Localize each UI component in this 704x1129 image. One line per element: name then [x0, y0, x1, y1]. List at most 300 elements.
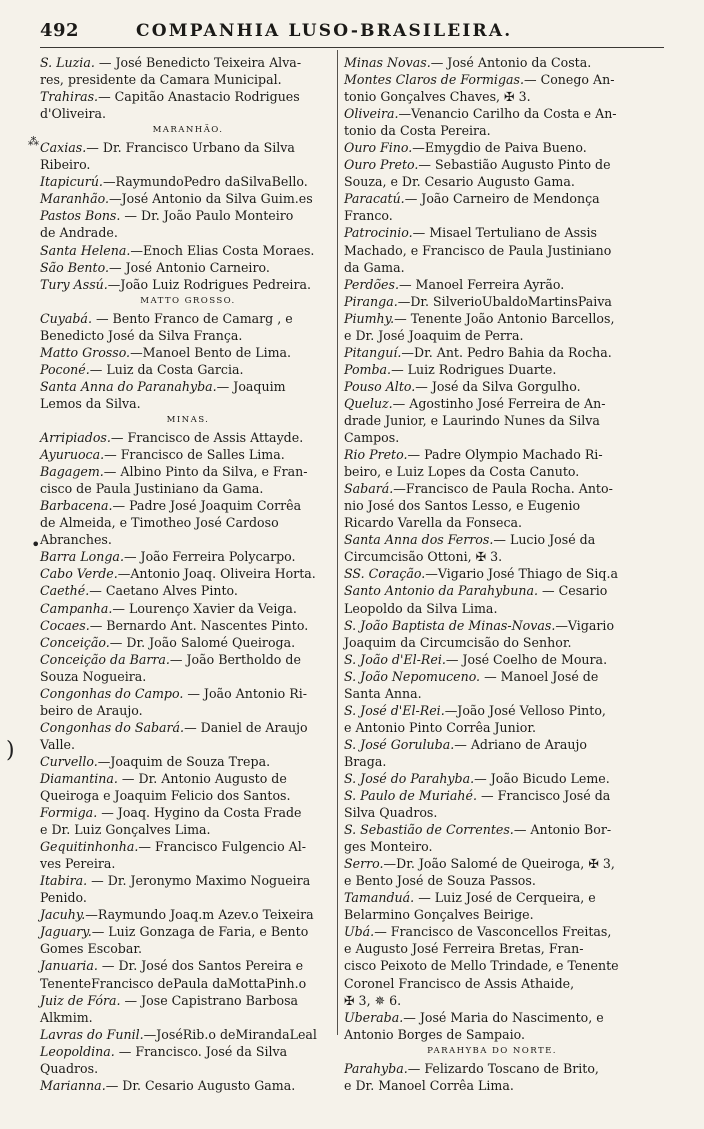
place-name: Pitanguí. — [344, 344, 402, 360]
directory-entry — [40, 139, 336, 173]
place-name: Parahyba. — [344, 1060, 408, 1076]
entry-line — [40, 480, 336, 497]
directory-entry — [40, 923, 336, 957]
entry-text: — Tenente João Antonio Barcellos, — [394, 310, 615, 326]
entry-text: nio José dos Santos Lesso, e Eugenio — [344, 498, 581, 514]
place-name: S. José Goruluba. — [344, 736, 455, 752]
place-name: Cuyabá. — [40, 310, 92, 326]
place-name: Itapicurú. — [40, 174, 103, 190]
place-name: Jacuhy. — [40, 907, 86, 923]
place-name: Lavras do Funil. — [40, 1026, 144, 1042]
entry-text: —João Luiz Rodrigues Pedreira. — [107, 276, 311, 292]
entry-line — [40, 463, 336, 480]
entry-text: —Manoel Bento de Lima. — [130, 344, 292, 360]
entry-line — [344, 992, 640, 1009]
entry-text: Abranches. — [40, 532, 112, 548]
entry-line — [344, 548, 640, 565]
directory-entry — [344, 156, 640, 190]
entry-text: drade Junior, e Laurindo Nunes da Silva — [344, 412, 600, 428]
entry-line — [344, 207, 640, 224]
entry-text: Silva Quadros. — [344, 805, 438, 821]
place-name: Jaguary. — [40, 924, 92, 940]
entry-text: e Augusto José Ferreira Bretas, Fran- — [344, 941, 584, 957]
directory-entry — [40, 378, 336, 412]
directory-entry — [40, 992, 336, 1026]
entry-text: — Francisco de Vasconcellos Freitas, — [374, 924, 612, 940]
directory-entry — [344, 54, 640, 71]
entry-text: Penido. — [40, 890, 87, 906]
directory-entry — [344, 224, 640, 275]
entry-text: ves Pereira. — [40, 856, 116, 872]
entry-text: Leopoldo da Silva Lima. — [344, 600, 498, 616]
directory-entry — [40, 344, 336, 361]
entry-line — [40, 957, 336, 974]
directory-entry — [40, 582, 336, 599]
directory-entry — [40, 310, 336, 344]
entry-text: Ribeiro. — [40, 157, 91, 173]
directory-entry — [344, 582, 640, 616]
page-header — [40, 20, 664, 46]
entry-line — [40, 548, 336, 565]
directory-entry — [344, 565, 640, 582]
entry-text: — Francisco José da — [476, 788, 611, 804]
directory-entry — [40, 634, 336, 651]
place-name: Uberaba. — [344, 1009, 404, 1025]
entry-line — [40, 190, 336, 207]
place-name: S. João d'El-Rei. — [344, 651, 446, 667]
entry-line — [344, 344, 640, 361]
entry-line — [344, 975, 640, 992]
entry-text: e Dr. José Joaquim de Perra. — [344, 327, 524, 343]
entry-line — [344, 582, 640, 599]
entry-text: — José Antonio Carneiro. — [108, 259, 270, 275]
entry-line — [40, 361, 336, 378]
entry-text: — João Bicudo Leme. — [474, 770, 610, 786]
entry-text: cisco Peixoto de Mello Trindade, e Tenente — [344, 958, 619, 974]
entry-text: e Antonio Pinto Corrêa Junior. — [344, 719, 537, 735]
entry-line — [40, 838, 336, 855]
place-name: Minas Novas. — [344, 55, 431, 70]
entry-line — [344, 429, 640, 446]
entry-line — [344, 276, 640, 293]
directory-entry — [40, 1077, 336, 1094]
entry-line — [40, 565, 336, 582]
entry-text: — Dr. João Salomé Queiroga. — [109, 634, 296, 650]
entry-line — [344, 514, 640, 531]
entry-text: Circumcisão Ottoni, ✠ 3. — [344, 549, 503, 565]
entry-text: TenenteFrancisco dePaula daMottaPinh.o — [40, 975, 307, 991]
entry-line — [40, 156, 336, 173]
directory-entry — [40, 361, 336, 378]
entry-line — [40, 1009, 336, 1026]
entry-text: beiro de Araujo. — [40, 702, 143, 718]
entry-text: —Dr. SilverioUbaldoMartinsPaiva — [397, 293, 612, 309]
directory-entry — [344, 1060, 640, 1094]
entry-text: da Gama. — [344, 259, 405, 275]
entry-line — [344, 736, 640, 753]
directory-entry — [344, 702, 640, 736]
entry-text: —Raymundo Joaq.m Azev.o Teixeira — [85, 907, 314, 923]
entry-text: Quadros. — [40, 1060, 99, 1076]
entry-text: Antonio Borges de Sampaio. — [344, 1026, 525, 1042]
entry-text: Alkmim. — [40, 1009, 93, 1025]
directory-entry — [344, 821, 640, 855]
entry-line — [40, 105, 336, 122]
entry-text: — José Antonio da Costa. — [430, 55, 592, 70]
entry-line — [40, 139, 336, 156]
entry-text: — Lucio José da — [493, 532, 596, 548]
entry-line — [40, 378, 336, 395]
entry-text: Coronel Francisco de Assis Athaide, — [344, 975, 575, 991]
entry-line — [344, 957, 640, 974]
entry-line — [40, 651, 336, 668]
entry-line — [344, 327, 640, 344]
entry-line — [344, 224, 640, 241]
entry-line — [40, 242, 336, 259]
entry-line — [40, 821, 336, 838]
entry-line — [40, 224, 336, 241]
entry-text: Souza, e Dr. Cesario Augusto Gama. — [344, 174, 575, 190]
section-heading: PARAHYBA DO NORTE. — [427, 1045, 557, 1056]
directory-entry — [344, 1009, 640, 1043]
directory-entry — [344, 480, 640, 531]
entry-text: — Luiz da Costa Garcia. — [89, 361, 244, 377]
directory-entry — [40, 617, 336, 634]
directory-entry — [344, 139, 640, 156]
directory-entry — [344, 395, 640, 446]
entry-line — [40, 975, 336, 992]
place-name: Diamantina. — [40, 770, 118, 786]
place-name: Cabo Verde. — [40, 566, 118, 582]
entry-line — [344, 753, 640, 770]
entry-text: — João Bertholdo de — [169, 651, 301, 667]
entry-text: Santa Anna. — [344, 685, 422, 701]
entry-text: Franco. — [344, 208, 393, 224]
directory-entry — [40, 207, 336, 241]
directory-entry — [40, 548, 336, 565]
entry-line — [344, 565, 640, 582]
place-name: S. João Baptista de Minas-Novas. — [344, 617, 556, 633]
place-name: Caethé. — [40, 583, 90, 599]
entry-line — [40, 1060, 336, 1077]
entry-text: —Enoch Elias Costa Moraes. — [130, 242, 315, 258]
directory-entry — [344, 378, 640, 395]
place-name: Queluz. — [344, 395, 393, 411]
entry-line — [344, 804, 640, 821]
place-name: S. Sebastião de Correntes. — [344, 822, 514, 838]
entry-line — [344, 821, 640, 838]
place-name: Conceição da Barra. — [40, 651, 170, 667]
entry-text: Valle. — [40, 736, 75, 752]
entry-line — [40, 259, 336, 276]
entry-text: — Dr. Cesario Augusto Gama. — [105, 1077, 296, 1093]
directory-entry — [40, 838, 336, 872]
place-name: Leopoldina. — [40, 1043, 115, 1059]
place-name: Marianna. — [40, 1077, 106, 1093]
entry-text: — Capitão Anastacio Rodrigues — [98, 89, 300, 105]
place-name: Congonhas do Campo. — [40, 685, 184, 701]
entry-text: Lemos da Silva. — [40, 395, 141, 411]
margin-bracket-icon: ) — [6, 738, 15, 763]
place-name: Juiz de Fóra. — [40, 992, 121, 1008]
place-name: Gequitinhonha. — [40, 839, 139, 855]
entry-line — [40, 685, 336, 702]
directory-entry — [344, 105, 640, 139]
place-name: S. José do Parahyba. — [344, 770, 475, 786]
place-name: Tury Assú. — [40, 276, 108, 292]
entry-line — [40, 600, 336, 617]
entry-text: — Lourenço Xavier da Veiga. — [112, 600, 297, 616]
entry-line — [344, 1009, 640, 1026]
entry-line — [344, 497, 640, 514]
entry-text: — Francisco de Assis Attayde. — [110, 430, 304, 446]
entry-line — [40, 1043, 336, 1060]
place-name: Bagagem. — [40, 464, 104, 480]
section-heading: MATTO GROSSO. — [140, 295, 236, 306]
entry-text: —Dr. João Salomé de Queiroga, ✠ 3, — [383, 856, 615, 872]
entry-line — [40, 719, 336, 736]
place-name: Ouro Preto. — [344, 157, 419, 173]
entry-line — [344, 940, 640, 957]
entry-line — [344, 71, 640, 88]
place-name: SS. Coração. — [344, 566, 426, 582]
directory-entry — [344, 855, 640, 889]
directory-entry — [40, 719, 336, 753]
directory-entry — [40, 685, 336, 719]
entry-line — [344, 446, 640, 463]
entry-text: Joaquim da Circumcisão do Senhor. — [344, 634, 572, 650]
right-column — [344, 54, 640, 1094]
entry-line — [40, 514, 336, 531]
entry-text: — Joaq. Hygino da Costa Frade — [97, 805, 302, 821]
directory-entry — [40, 276, 336, 293]
entry-text: — Albino Pinto da Silva, e Fran- — [103, 464, 308, 480]
entry-text: — João Carneiro de Mendonça — [404, 191, 600, 207]
entry-line — [344, 173, 640, 190]
directory-entry — [40, 1026, 336, 1043]
directory-entry — [40, 804, 336, 838]
entry-line — [344, 617, 640, 634]
entry-text: — José Maria do Nascimento, e — [403, 1009, 604, 1025]
entry-text: —Dr. Ant. Pedro Bahia da Rocha. — [401, 344, 612, 360]
directory-entry — [344, 736, 640, 770]
entry-line — [40, 889, 336, 906]
entry-line — [344, 1077, 640, 1094]
entry-line — [40, 872, 336, 889]
entry-line — [344, 293, 640, 310]
directory-entry — [344, 446, 640, 480]
place-name: Campanha. — [40, 600, 113, 616]
place-name: Santa Anna do Paranahyba. — [40, 378, 217, 394]
entry-text: Souza Nogueira. — [40, 668, 147, 684]
entry-text: —José Antonio da Silva Guim.es — [109, 191, 313, 207]
place-name: Sabará. — [344, 481, 394, 497]
directory-entry — [344, 889, 640, 923]
entry-line — [344, 702, 640, 719]
entry-line — [344, 872, 640, 889]
entry-text: tonio Gonçalves Chaves, ✠ 3. — [344, 89, 531, 105]
place-name: Barbacena. — [40, 498, 113, 514]
entry-line — [344, 651, 640, 668]
directory-entry — [344, 923, 640, 1008]
directory-entry — [40, 242, 336, 259]
entry-text: de Almeida, e Timotheo José Cardoso — [40, 515, 279, 531]
entry-line — [344, 54, 640, 71]
entry-line — [40, 582, 336, 599]
entry-line — [40, 855, 336, 872]
place-name: S. João Nepomuceno. — [344, 668, 481, 684]
entry-text: — Luiz José de Cerqueira, e — [414, 890, 596, 906]
place-name: Curvello. — [40, 753, 98, 769]
entry-line — [40, 787, 336, 804]
entry-line — [344, 1026, 640, 1043]
entry-text: — José da Silva Gorgulho. — [415, 378, 581, 394]
entry-line — [344, 787, 640, 804]
entry-text: cisco de Paula Justiniano da Gama. — [40, 481, 264, 497]
place-name: Matto Grosso. — [40, 344, 131, 360]
entry-text: — José Coelho de Moura. — [445, 651, 608, 667]
entry-line — [40, 770, 336, 787]
entry-text: —Joaquim de Souza Trepa. — [97, 753, 271, 769]
place-name: Pastos Bons. — [40, 208, 121, 224]
entry-line — [344, 480, 640, 497]
entry-text: — Francisco Fulgencio Al- — [138, 839, 307, 855]
place-name: Patrocinio. — [344, 225, 413, 241]
entry-line — [40, 531, 336, 548]
directory-entry — [40, 259, 336, 276]
entry-text: —João José Velloso Pinto, — [444, 702, 606, 718]
place-name: S. Luzia. — [40, 55, 95, 70]
directory-entry — [40, 565, 336, 582]
entry-text: — Caetano Alves Pinto. — [89, 583, 238, 599]
directory-entry — [40, 190, 336, 207]
entry-line — [344, 855, 640, 872]
place-name: Pomba. — [344, 361, 392, 377]
place-name: Tamanduá. — [344, 890, 415, 906]
directory-entry — [40, 429, 336, 446]
entry-line — [344, 634, 640, 651]
entry-text: — Antonio Bor- — [513, 822, 612, 838]
entry-line — [344, 668, 640, 685]
entry-text: d'Oliveira. — [40, 106, 107, 122]
entry-line — [344, 395, 640, 412]
entry-line — [344, 531, 640, 548]
entry-text: — Daniel de Araujo — [184, 719, 308, 735]
entry-line — [40, 497, 336, 514]
directory-entry — [344, 190, 640, 224]
entry-text: — Manoel Ferreira Ayrão. — [398, 276, 565, 292]
entry-text: res, presidente da Camara Municipal. — [40, 72, 282, 88]
entry-text: — José Benedicto Teixeira Alva- — [94, 55, 302, 70]
entry-text: — Joaquim — [216, 378, 286, 394]
entry-text: Benedicto José da Silva França. — [40, 327, 243, 343]
place-name: Oliveira. — [344, 106, 399, 122]
place-name: Maranhão. — [40, 191, 110, 207]
entry-text: — Dr. José dos Santos Pereira e — [97, 958, 304, 974]
directory-entry — [344, 668, 640, 702]
entry-line — [40, 395, 336, 412]
entry-line — [40, 753, 336, 770]
place-name: Poconé. — [40, 361, 90, 377]
entry-line — [344, 770, 640, 787]
entry-line — [344, 838, 640, 855]
directory-entry — [344, 617, 640, 651]
directory-entry — [344, 770, 640, 787]
entry-line — [344, 889, 640, 906]
entry-text: Braga. — [344, 753, 387, 769]
entry-text: —Antonio Joaq. Oliveira Horta. — [117, 566, 316, 582]
entry-text: — João Ferreira Polycarpo. — [123, 549, 296, 565]
place-name: Trahiras. — [40, 89, 99, 105]
entry-line — [40, 992, 336, 1009]
place-name: S. Paulo de Muriahé. — [344, 788, 477, 804]
entry-line — [40, 617, 336, 634]
place-name: Santa Anna dos Ferros. — [344, 532, 494, 548]
page-number: 492 — [40, 20, 80, 41]
header-rule — [40, 47, 664, 48]
entry-line — [40, 446, 336, 463]
entry-line — [344, 600, 640, 617]
entry-text: — Dr. Jeronymo Maximo Nogueira — [87, 873, 311, 889]
entry-line — [344, 88, 640, 105]
place-name: São Bento. — [40, 259, 109, 275]
entry-text: —Vigario — [555, 617, 615, 633]
entry-text: — Agostinho José Ferreira de An- — [392, 395, 606, 411]
directory-entry — [40, 600, 336, 617]
place-name: Pouso Alto. — [344, 378, 416, 394]
entry-line — [344, 1060, 640, 1077]
place-name: Santa Helena. — [40, 242, 131, 258]
entry-text: — Cesario — [538, 583, 608, 599]
entry-text: —Venancio Carilho da Costa e An- — [398, 106, 617, 122]
entry-text: — Bento Franco de Camarg , e — [91, 310, 293, 326]
place-name: Itabira. — [40, 873, 88, 889]
entry-line — [40, 429, 336, 446]
directory-entry — [40, 1043, 336, 1077]
entry-line — [40, 344, 336, 361]
margin-dot-icon: • — [31, 535, 41, 554]
entry-line — [344, 105, 640, 122]
entry-line — [40, 634, 336, 651]
directory-entry — [344, 787, 640, 821]
entry-line — [40, 173, 336, 190]
entry-text: — Padre Olympio Machado Ri- — [407, 447, 603, 463]
place-name: Januaria. — [40, 958, 98, 974]
entry-text: — Bernardo Ant. Nascentes Pinto. — [89, 617, 309, 633]
entry-text: e Dr. Manoel Corrêa Lima. — [344, 1077, 514, 1093]
entry-text: —JoséRib.o deMirandaLeal — [143, 1026, 317, 1042]
directory-entry — [40, 446, 336, 463]
entry-text: — Adriano de Araujo — [454, 736, 587, 752]
directory-entry — [344, 293, 640, 310]
place-name: Piranga. — [344, 293, 398, 309]
directory-entry — [40, 497, 336, 548]
entry-text: — Jose Capistrano Barbosa — [120, 992, 299, 1008]
place-name: Montes Claros de Formigas. — [344, 72, 524, 88]
directory-entry — [40, 906, 336, 923]
entry-line — [40, 940, 336, 957]
left-column — [40, 54, 336, 1094]
entry-text: — Luiz Gonzaga de Faria, e Bento — [91, 924, 309, 940]
place-name: Arripiados. — [40, 430, 111, 446]
entry-line — [40, 1026, 336, 1043]
entry-line — [344, 378, 640, 395]
entry-line — [40, 54, 336, 71]
directory-entry — [344, 310, 640, 344]
place-name: Ayuruoca. — [40, 447, 105, 463]
entry-text: — Dr. Antonio Augusto de — [117, 770, 287, 786]
directory-entry — [40, 770, 336, 804]
